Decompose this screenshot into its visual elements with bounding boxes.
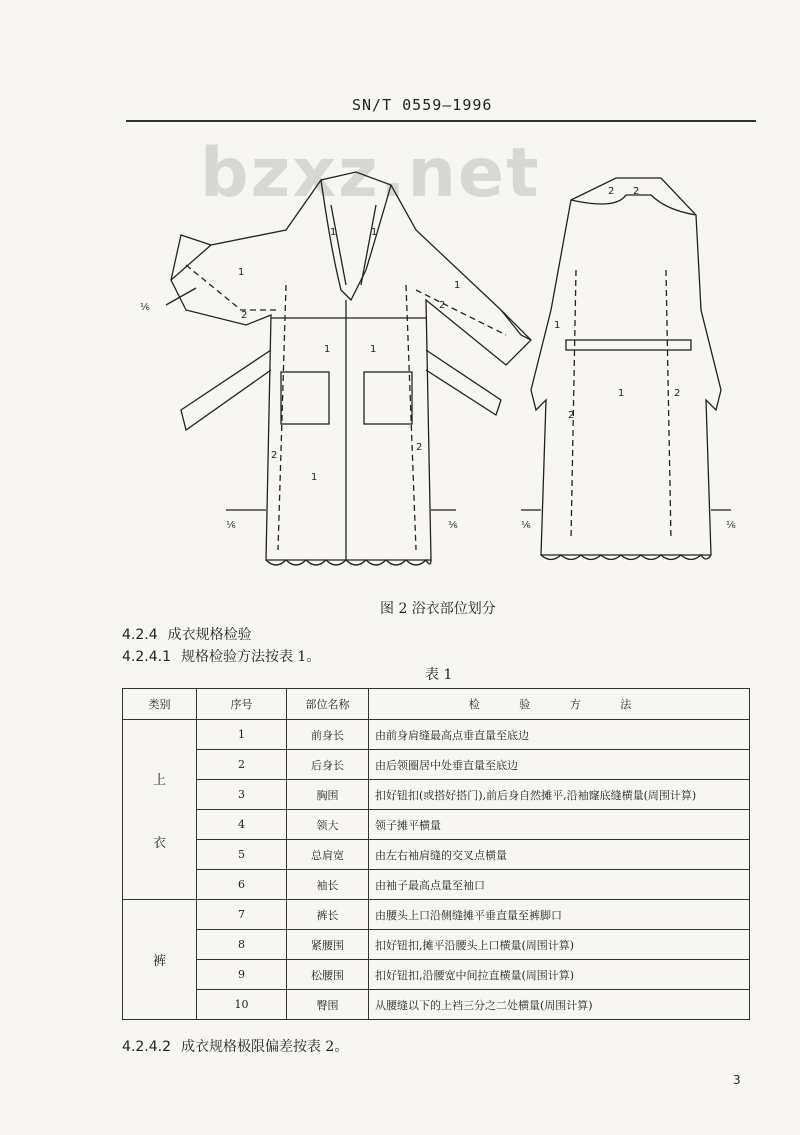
- svg-text:2: 2: [608, 186, 615, 197]
- header-part: 部位名称: [287, 689, 369, 720]
- section-number: 4.2.4.2: [122, 1039, 171, 1055]
- svg-text:1: 1: [330, 227, 337, 238]
- back-robe-outline: [531, 178, 721, 555]
- svg-text:1: 1: [370, 344, 377, 355]
- back-hem-scallop: [541, 555, 711, 560]
- section-title: 规格检验方法按表 1。: [180, 649, 321, 665]
- left-pocket: [281, 372, 329, 424]
- table-row: 2 后身长 由后领圈居中处垂直量至底边: [123, 750, 750, 780]
- section-number: 4.2.4.1: [122, 649, 171, 665]
- back-yoke: [571, 195, 696, 215]
- svg-text:2: 2: [416, 442, 423, 453]
- table-row: 10 臀围 从腰缝以下的上裆三分之二处横量(周围计算): [123, 990, 750, 1020]
- svg-text:1: 1: [238, 267, 245, 278]
- svg-text:⅙: ⅙: [140, 302, 150, 313]
- svg-text:⅙: ⅙: [448, 520, 458, 531]
- table-row: 9 松腰围 扣好钮扣,沿腰宽中间拉直横量(周围计算): [123, 960, 750, 990]
- front-shawl-collar: [321, 180, 391, 300]
- section-title: 成衣规格检验: [167, 627, 252, 643]
- svg-text:⅙: ⅙: [226, 520, 236, 531]
- spec-table: [122, 688, 750, 1020]
- table-row: 4 领大 领子摊平横量: [123, 810, 750, 840]
- svg-text:2: 2: [271, 450, 278, 461]
- table-row: 3 胸围 扣好钮扣(或搭好搭门),前后身自然摊平,沿袖窿底缝横量(周围计算): [123, 780, 750, 810]
- table-row: 8 紧腰围 扣好钮扣,摊平沿腰头上口横量(周围计算): [123, 930, 750, 960]
- table-row: 5 总肩宽 由左右袖肩缝的交叉点横量: [123, 840, 750, 870]
- section-4-2-4-2: [122, 1036, 348, 1056]
- svg-text:2: 2: [633, 186, 640, 197]
- category-bottom: 裤: [123, 900, 197, 1020]
- left-sleeve-cuff: [171, 235, 211, 280]
- header-method: 检 验 方 法: [369, 689, 750, 720]
- front-belt: [181, 350, 501, 430]
- table-row: 6 袖长 由袖子最高点量至袖口: [123, 870, 750, 900]
- svg-text:2: 2: [241, 310, 248, 321]
- header-category: 类别: [123, 689, 197, 720]
- figure-caption: 图 2 浴衣部位划分: [380, 601, 496, 617]
- svg-text:1: 1: [554, 320, 561, 331]
- front-robe-outline: [171, 172, 531, 560]
- svg-text:2: 2: [439, 300, 446, 311]
- table-header-row: [123, 689, 750, 720]
- section-number: 4.2.4: [122, 627, 158, 643]
- front-hem-scallop: [266, 560, 431, 565]
- svg-text:1: 1: [324, 344, 331, 355]
- table-title: 表 1: [425, 667, 453, 683]
- table-row: 裤 7 裤长 由腰头上口沿侧缝摊平垂直量至裤脚口: [123, 900, 750, 930]
- section-4-2-4: [122, 624, 252, 644]
- svg-text:2: 2: [568, 410, 575, 421]
- right-pocket: [364, 372, 412, 424]
- svg-text:1: 1: [618, 388, 625, 399]
- section-title: 成衣规格极限偏差按表 2。: [180, 1039, 349, 1055]
- back-belt: [566, 340, 691, 350]
- svg-text:1: 1: [454, 280, 461, 291]
- svg-text:2: 2: [674, 388, 681, 399]
- table-row: 上 衣 1 前身长 由前身肩缝最高点垂直量至底边: [123, 720, 750, 750]
- watermark-text: bzxz.net: [200, 134, 541, 213]
- header-number: 序号: [197, 689, 287, 720]
- page-number: 3: [733, 1073, 741, 1087]
- category-top: 上 衣: [123, 720, 197, 900]
- bathrobe-diagram: [126, 160, 746, 590]
- header-rule: [126, 120, 756, 122]
- svg-text:⅙: ⅙: [726, 520, 736, 531]
- standard-code: SN/T 0559—1996: [352, 96, 493, 114]
- svg-text:1: 1: [311, 472, 318, 483]
- svg-text:⅙: ⅙: [521, 520, 531, 531]
- section-4-2-4-1: [122, 646, 320, 666]
- svg-text:1: 1: [371, 227, 378, 238]
